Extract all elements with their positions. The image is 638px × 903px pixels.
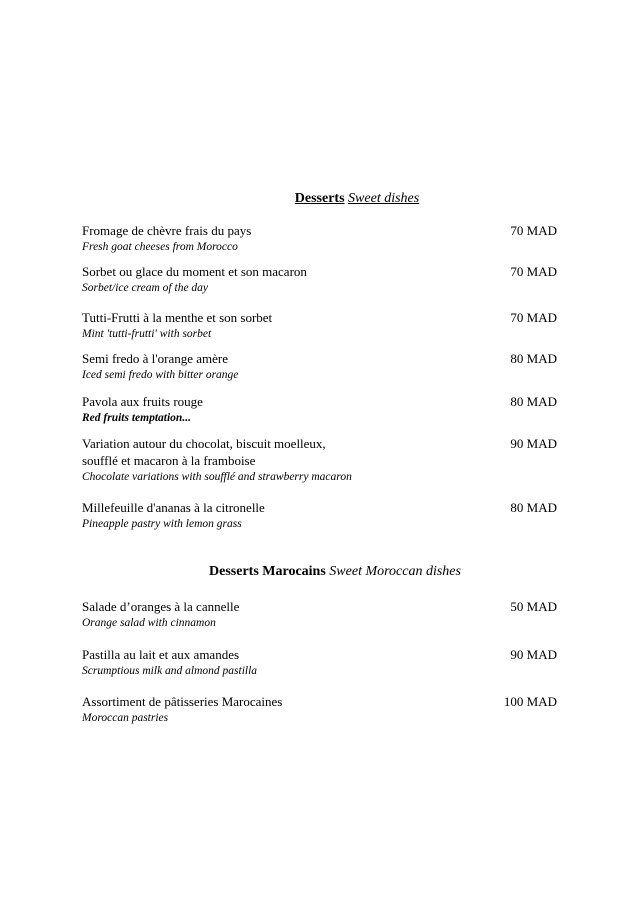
item-name: Pastilla au lait et aux amandes [82, 647, 240, 662]
section-title-moroccan-desserts [16, 564, 638, 580]
menu-item [82, 222, 557, 255]
item-description: Moroccan pastries [82, 712, 169, 724]
menu-item [82, 693, 557, 726]
section-title-desserts [38, 191, 638, 207]
item-price: 70 MAD [510, 310, 557, 325]
item-name: Sorbet ou glace du moment et son macaron [82, 264, 307, 279]
item-description: Scrumptious milk and almond pastilla [82, 665, 258, 677]
item-name: Semi fredo à l'orange amère [82, 351, 228, 366]
item-description: Mint 'tutti-frutti' with sorbet [82, 328, 212, 340]
item-name: Variation autour du chocolat, biscuit moelleux, [82, 436, 326, 451]
section-title-en: Sweet dishes [348, 191, 420, 206]
item-price: 100 MAD [503, 694, 557, 709]
item-price: 50 MAD [510, 599, 557, 614]
item-price: 90 MAD [510, 647, 557, 662]
item-name: Fromage de chèvre frais du pays [82, 223, 252, 238]
menu-item [82, 435, 557, 485]
section-title-fr: Desserts [294, 191, 345, 206]
menu-item [82, 646, 557, 679]
item-name: Pavola aux fruits rouge [82, 394, 203, 409]
item-description: Chocolate variations with soufflé and strawberry macaron [82, 471, 352, 483]
item-description: Sorbet/ice cream of the day [82, 282, 209, 294]
item-description: Pineapple pastry with lemon grass [82, 518, 242, 530]
item-price: 70 MAD [510, 223, 557, 238]
item-price: 80 MAD [510, 394, 557, 409]
menu-item [82, 393, 557, 426]
item-description: Iced semi fredo with bitter orange [82, 369, 239, 381]
item-price: 80 MAD [510, 351, 557, 366]
menu-item [82, 309, 557, 342]
item-price: 70 MAD [510, 264, 557, 279]
item-price: 80 MAD [510, 500, 557, 515]
item-description: Orange salad with cinnamon [82, 617, 216, 629]
menu-item [82, 350, 557, 383]
menu-item [82, 263, 557, 296]
section-title-en: Sweet Moroccan dishes [329, 564, 461, 579]
menu-item [82, 598, 557, 631]
item-name: Tutti-Frutti à la menthe et son sorbet [82, 310, 273, 325]
section-title-fr: Desserts Marocains [209, 564, 326, 579]
item-name: Salade d’oranges à la cannelle [82, 599, 240, 614]
item-description: Red fruits temptation... [82, 412, 191, 424]
item-name-line-2: soufflé et macaron à la framboise [82, 453, 256, 468]
item-name: Assortiment de pâtisseries Marocaines [82, 694, 283, 709]
menu-item [82, 499, 557, 532]
item-name: Millefeuille d'ananas à la citronelle [82, 500, 265, 515]
item-price: 90 MAD [510, 436, 557, 451]
item-description: Fresh goat cheeses from Morocco [82, 241, 238, 253]
